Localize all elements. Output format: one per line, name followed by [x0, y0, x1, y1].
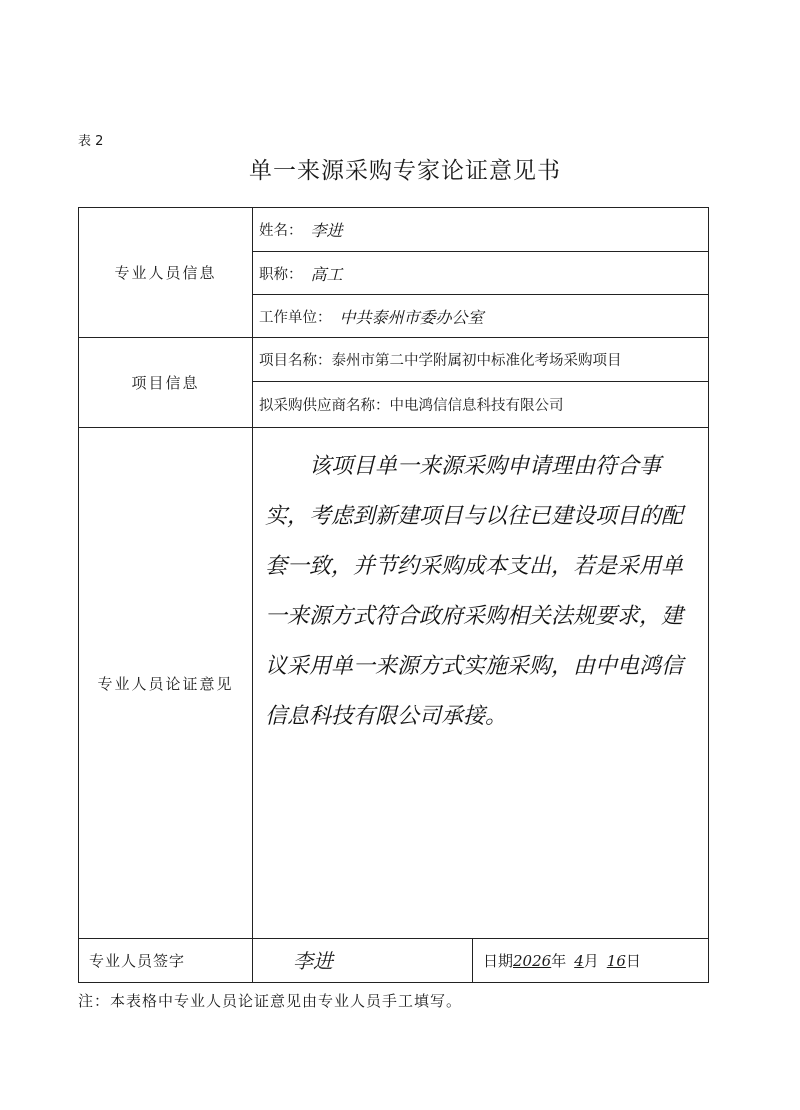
expert-info-row	[79, 208, 708, 337]
name-label: 姓名：	[259, 223, 303, 239]
signature-cell	[253, 939, 473, 982]
opinion-row	[79, 427, 708, 938]
name-field	[253, 208, 708, 251]
date-label: 日期	[483, 952, 514, 970]
date-field	[473, 939, 708, 982]
opinion-text: 该项目单一来源采购申请理由符合事实，考虑到新建项目与以往已建设项目的配套一致，并节约采购成本支出，若是采用单一来源方式符合政府采购相关法规要求，建议采用单一来源方式实施采购，由中电鸿信信息科技有限公司承接。	[265, 454, 684, 729]
organization-value: 中共泰州市委办公室	[339, 307, 484, 327]
organization-label: 工作单位：	[259, 309, 332, 326]
opinion-label: 专业人员论证意见	[79, 428, 253, 938]
footnote: 注：本表格中专业人员论证意见由专业人员手工填写。	[78, 992, 463, 1010]
date-day: 16	[606, 951, 626, 970]
job-title-field	[253, 251, 708, 294]
month-unit: 月	[583, 952, 599, 970]
project-name: 项目名称：泰州市第二中学附属初中标准化考场采购项目	[259, 353, 622, 369]
signature-row	[79, 938, 708, 982]
opinion-form-table	[78, 207, 709, 983]
year-unit: 年	[551, 952, 567, 970]
day-unit: 日	[625, 952, 641, 970]
job-title-value: 高工	[310, 264, 343, 284]
page-title: 单一来源采购专家论证意见书	[249, 158, 561, 184]
project-info-row	[79, 337, 708, 427]
table-label: 表 2	[78, 134, 104, 149]
signature-label: 专业人员签字	[79, 939, 253, 982]
expert-info-label: 专业人员信息	[79, 208, 253, 337]
project-info-label: 项目信息	[79, 338, 253, 427]
opinion-text-area	[253, 428, 708, 938]
supplier-name: 拟采购供应商名称：中电鸿信信息科技有限公司	[253, 381, 708, 427]
date-month: 4	[574, 951, 584, 970]
name-value: 李进	[310, 221, 343, 240]
organization-field	[253, 294, 708, 337]
job-title-label: 职称：	[259, 266, 303, 283]
signature-value: 李进	[293, 949, 333, 973]
date-year: 2026	[513, 951, 552, 970]
